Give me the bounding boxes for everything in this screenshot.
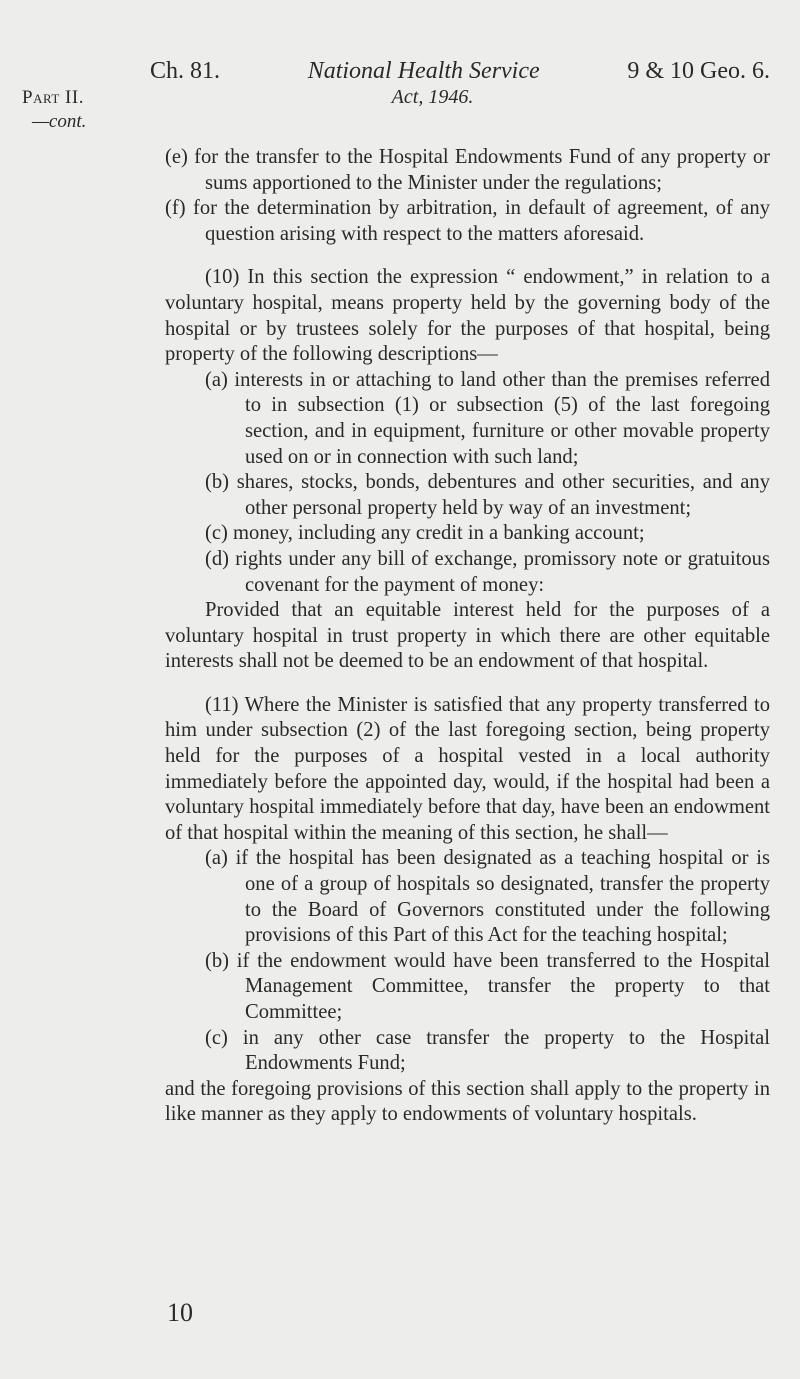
header-title: National Health Service — [307, 58, 540, 84]
subsection-11-items — [205, 846, 770, 1076]
header-act: Act, 1946. — [391, 86, 474, 108]
subsection-10: (10) In this section the expression “ endowment,” in relation to a voluntary hospital, means property held by the governing body of the hospital or by trustees solely for the purposes of that hospital, being property of the following descriptions— — [165, 266, 770, 366]
running-header — [150, 58, 770, 110]
page-number: 10 — [167, 1298, 193, 1327]
list-item: (c) in any other case transfer the property to the Hospital Endowments Fund; — [205, 1026, 770, 1075]
proviso: Provided that an equitable interest held for the purposes of a voluntary hospital in trust property in which there are other equitable interests shall not be deemed to be an endowment of that hospital. — [165, 599, 770, 673]
header-chapter: Ch. 81. — [150, 58, 221, 84]
statute-body — [165, 145, 770, 1128]
list-item: (a) interests in or attaching to land other than the premises referred to in subsection (1) or subsection (5) of the last foregoing section, and in equipment, furniture or other movable property used on or in connection with such land; — [205, 368, 770, 468]
list-item: (d) rights under any bill of exchange, promissory note or gratuitous covenant for the payment of money: — [205, 547, 770, 596]
list-item: (b) shares, stocks, bonds, debentures and other securities, and any other personal property held by way of an investment; — [205, 471, 770, 519]
margin-note — [22, 86, 142, 134]
list-item: (a) if the hospital has been designated as a teaching hospital or is one of a group of hospitals so designated, transfer the property to the Board of Governors constituted under the following provisions of this Part of this Act for the teaching hospital; — [205, 847, 770, 947]
list-item: (b) if the endowment would have been transferred to the Hospital Management Committee, transfer the property to that Committee; — [205, 949, 770, 1023]
header-regnal: 9 & 10 Geo. 6. — [627, 58, 770, 84]
list-item: (c) money, including any credit in a banking account; — [205, 522, 645, 545]
item-e: (e) for the transfer to the Hospital Endowments Fund of any property or sums apportioned to the Minister under the regulations; — [165, 146, 771, 194]
closing-text: and the foregoing provisions of this section shall apply to the property in like manner as they apply to endowments of voluntary hospitals. — [165, 1077, 770, 1126]
subsection-11: (11) Where the Minister is satisfied that any property transferred to him under subsection (2) of the last foregoing section, being property held for the purposes of a hospital vested in a local authority immediately before the appointed day, would, if the hospital had been a voluntary hospital immediately before that day, have been an endowment of that hospital within the meaning of this section, he shall— — [165, 693, 770, 844]
margin-cont: —cont. — [32, 111, 87, 132]
subsection-10-items — [205, 368, 770, 598]
item-f: (f) for the determination by arbitration, in default of agreement, of any question arising with respect to the matters aforesaid. — [165, 197, 770, 245]
margin-part: Part II. — [22, 87, 84, 108]
